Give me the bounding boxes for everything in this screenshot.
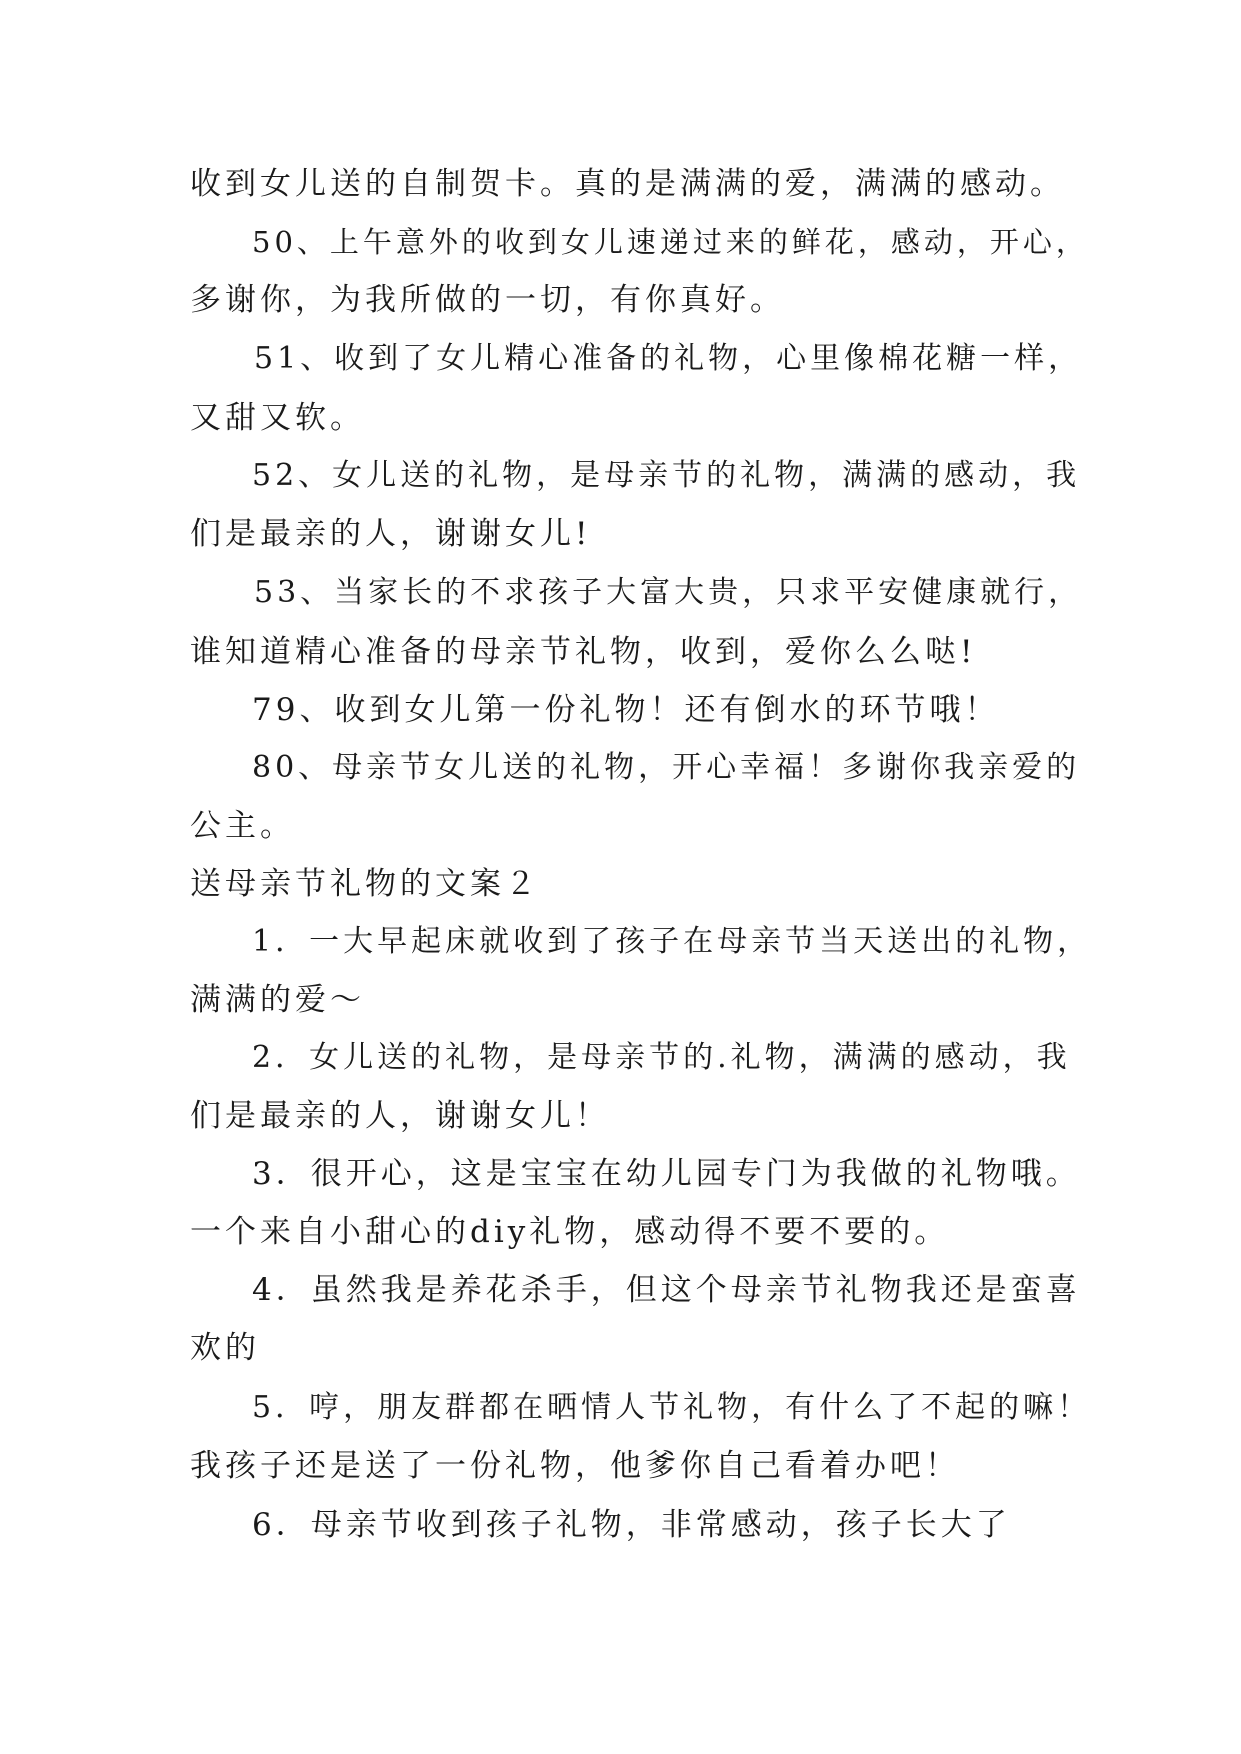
text-line: 3．很开心，这是宝宝在幼儿园专门为我做的礼物哦。 [252,1156,1081,1192]
text-line: 公主。 [190,808,295,844]
text-line: 我孩子还是送了一份礼物，他爹你自己看着办吧！ [190,1448,960,1484]
text-line: 79、收到女儿第一份礼物！还有倒水的环节哦！ [252,692,1000,728]
text-line: 1．一大早起床就收到了孩子在母亲节当天送出的礼物， [252,924,1092,959]
text-line: 收到女儿送的自制贺卡。真的是满满的爱，满满的感动。 [190,166,1065,202]
text-line: 4．虽然我是养花杀手，但这个母亲节礼物我还是蛮喜 [252,1272,1081,1308]
text-line: 80、母亲节女儿送的礼物，开心幸福！多谢你我亲爱的 [252,750,1081,785]
text-line: 50、上午意外的收到女儿速递过来的鲜花，感动，开心， [252,225,1089,259]
text-line: 满满的爱～ [190,982,365,1018]
section-heading: 送母亲节礼物的文案２ [190,866,540,902]
text-line: 51、收到了女儿精心准备的礼物，心里像棉花糖一样， [254,341,1083,376]
text-line: 们是最亲的人，谢谢女儿！ [190,1098,610,1134]
text-line: 多谢你，为我所做的一切，有你真好。 [190,282,785,318]
text-line: 5．哼，朋友群都在晒情人节礼物，有什么了不起的嘛！ [252,1390,1092,1425]
text-line: 谁知道精心准备的母亲节礼物，收到，爱你么么哒! [190,634,977,670]
text-line: 一个来自小甜心的diy礼物，感动得不要不要的。 [190,1214,950,1250]
text-line: 欢的 [190,1330,260,1366]
text-line: 53、当家长的不求孩子大富大贵，只求平安健康就行， [254,575,1083,610]
text-line: 52、女儿送的礼物，是母亲节的礼物，满满的感动，我 [252,458,1081,493]
text-line: 2．女儿送的礼物，是母亲节的.礼物，满满的感动，我 [252,1040,1071,1075]
text-line: 6．母亲节收到孩子礼物，非常感动，孩子长大了 [252,1507,1011,1543]
text-line: 又甜又软。 [190,400,365,436]
text-line: 们是最亲的人，谢谢女儿! [190,516,592,552]
